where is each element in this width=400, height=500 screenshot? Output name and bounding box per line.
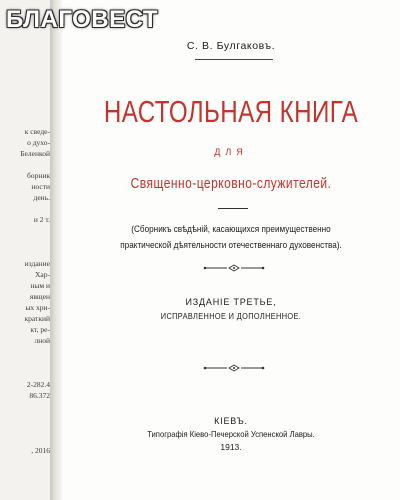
left-page-line: к сведе- (24, 127, 50, 136)
author-underline (195, 59, 273, 60)
left-page (0, 0, 52, 500)
imprint-city: КІЕВЪ. (214, 416, 248, 426)
divider-rule (218, 208, 248, 209)
imprint-printer: Типографія Кіево-Печерской Успенской Лавры. (147, 429, 315, 439)
watermark-logo: БЛАГОВЕСТ (6, 6, 159, 33)
left-page-line: 86.372 (29, 391, 50, 400)
left-page-line: явщен (29, 292, 50, 301)
edition-line-2: ИСПРАВЛЕННОЕ И ДОПОЛНЕННОЕ. (160, 312, 302, 321)
left-page-line: Хар- (35, 270, 50, 279)
book-subtitle: Священно-церковно-служителей. (130, 175, 332, 192)
author-name: С. В. Булгаковъ. (186, 40, 276, 52)
left-page-line: ности (31, 182, 50, 191)
description-line-1: (Сборникъ свѣдѣнiй, касающихся преимущественно (131, 224, 331, 235)
left-page-line: лной (34, 336, 50, 345)
left-page-line: кт, ре- (30, 325, 50, 334)
left-page-line: , 2016 (31, 446, 50, 455)
left-page-line: 2-282.4 (26, 380, 50, 389)
ornament-divider-icon (203, 364, 265, 372)
title-connector: ДЛЯ (214, 147, 248, 157)
left-page-line: борник (27, 171, 50, 180)
left-page-line: о духо- (27, 138, 50, 147)
left-page-line: день. (33, 193, 50, 202)
description-line-2: практической дѣятельности отечественнаго духовенства). (120, 240, 342, 251)
left-page-line: издание (24, 259, 50, 268)
ornament-divider-icon (203, 264, 265, 272)
left-page-line: краткий (24, 314, 50, 323)
left-page-line: Беленкой (20, 149, 50, 158)
left-page-line: ным и (30, 281, 50, 290)
left-page-line: и 2 т. (33, 215, 50, 224)
book-title: НАСТОЛЬНАЯ КНИГА (103, 94, 359, 129)
imprint-year: 1913. (220, 442, 242, 452)
left-page-line: ых хри- (25, 303, 50, 312)
edition-line-1: ИЗДАНІЕ ТРЕТЬЕ, (185, 297, 277, 307)
